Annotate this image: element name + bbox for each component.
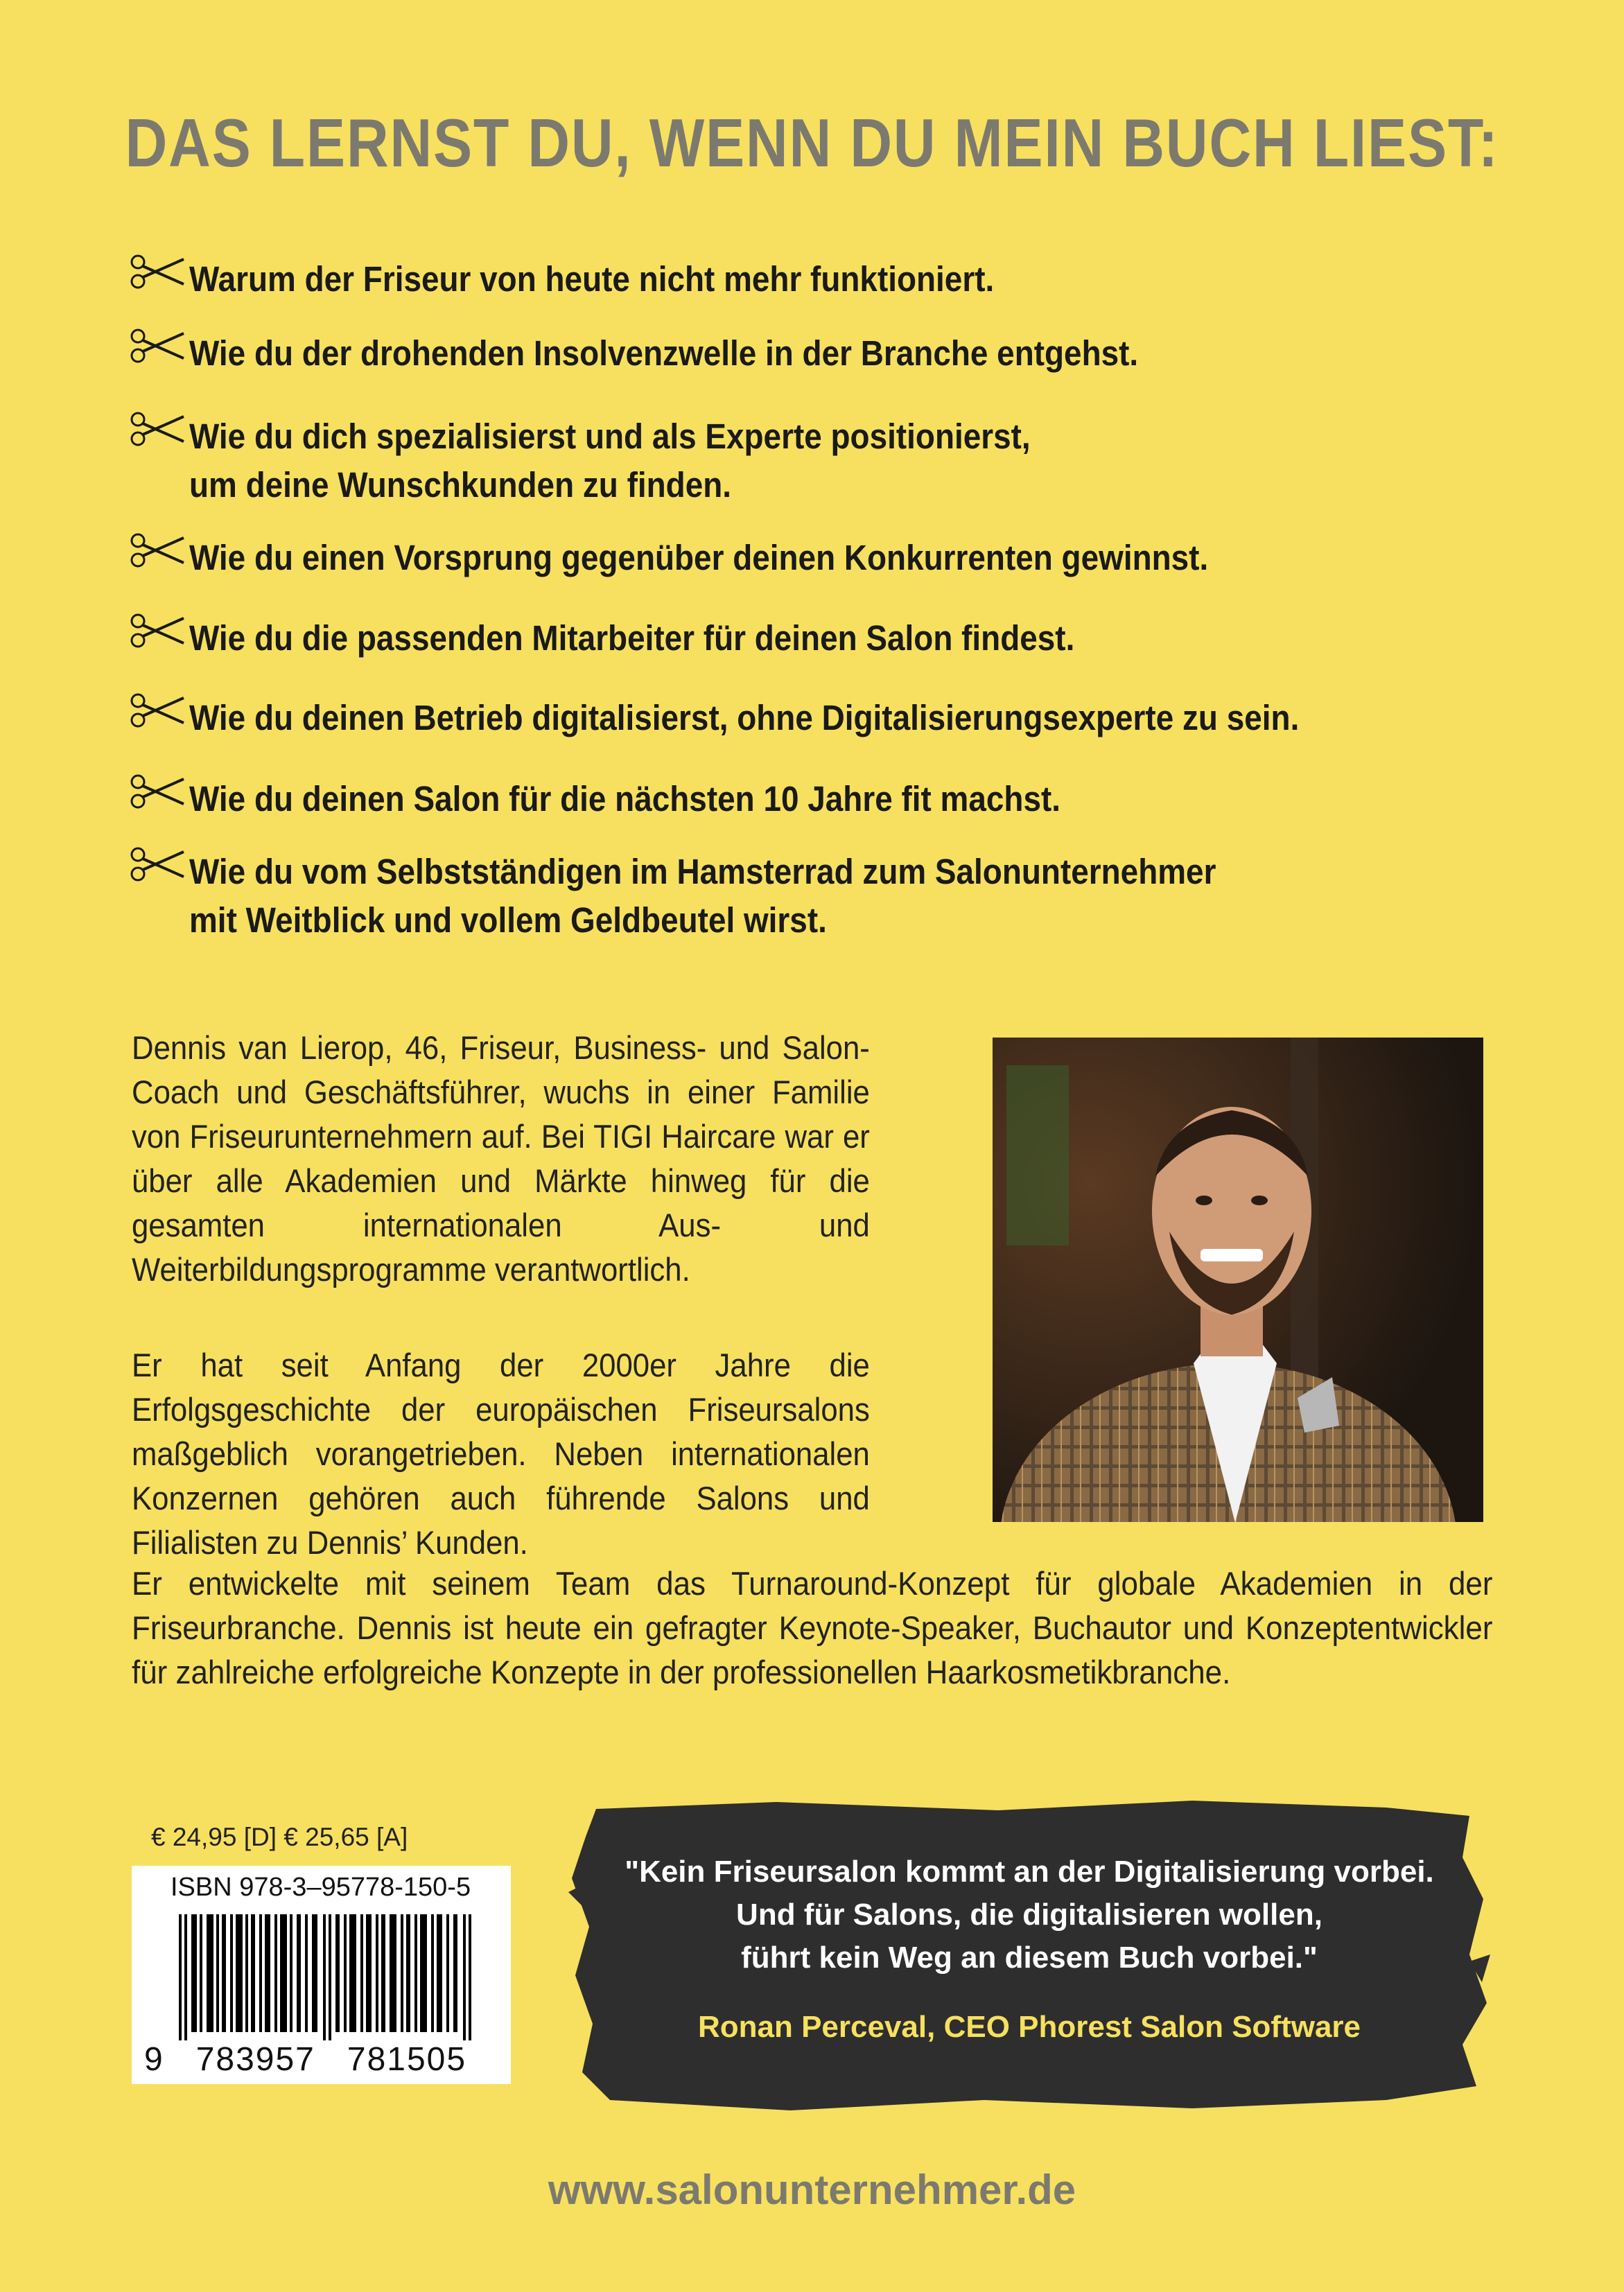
website-link[interactable]: www.salonunternehmer.de bbox=[548, 2167, 1076, 2213]
bullet-item bbox=[128, 775, 1158, 823]
scissors-icon bbox=[128, 610, 189, 651]
bullet-line: Wie du der drohenden Insolvenzwelle in der Branche entgehst. bbox=[189, 333, 1139, 373]
quote-line: führt kein Weg an diesem Buch vorbei." bbox=[741, 1941, 1318, 1975]
bullet-line: Wie du einen Vorsprung gegenüber deinen Konkurrenten gewinnst. bbox=[189, 538, 1209, 577]
scissors-icon bbox=[128, 843, 189, 885]
bullet-item bbox=[128, 255, 1083, 304]
isbn-number: ISBN 978-3–95778-150-5 bbox=[171, 1873, 471, 1902]
scissors-icon bbox=[128, 771, 189, 812]
quote-line: Und für Salons, die digitalisieren wollen, bbox=[736, 1898, 1322, 1932]
testimonial-author: Ronan Perceval, CEO Phorest Salon Software bbox=[697, 2010, 1361, 2044]
scissors-icon bbox=[128, 251, 189, 292]
bullet-item bbox=[128, 848, 1330, 945]
bullet-line: um deine Wunschkunden zu finden. bbox=[189, 465, 732, 505]
bullet-line: Wie du die passenden Mitarbeiter für deinen Salon findest. bbox=[189, 618, 1075, 658]
scissors-icon bbox=[128, 408, 189, 450]
bullet-line: Wie du deinen Betrieb digitalisierst, ohne Digitalisierungsexperte zu sein. bbox=[189, 698, 1300, 737]
scissors-icon bbox=[128, 690, 189, 731]
barcode-digits: 9 783957 781505 bbox=[144, 2041, 467, 2078]
bullet-item bbox=[128, 412, 1124, 509]
testimonial bbox=[568, 1795, 1490, 2114]
bullet-item bbox=[128, 534, 1322, 582]
isbn-barcode bbox=[132, 1866, 511, 2084]
testimonial-quote bbox=[568, 1851, 1490, 1979]
bio-paragraph-3: Er entwickelte mit seinem Team das Turnaround-Konzept für globale Akademien in der Friseurbranche. Dennis ist heute ein gefragter Keynote-Speaker, Buchautor und Konzeptentwickler für zahlreiche erfolgreiche Konzepte in der professionellen Haarkosmetikbranche. bbox=[132, 1565, 1493, 1690]
bullet-item bbox=[128, 614, 1173, 663]
bullet-line: Wie du deinen Salon für die nächsten 10 Jahre fit machst. bbox=[189, 779, 1061, 819]
bullet-line: Wie du vom Selbstständigen im Hamsterrad zum Salonunternehmer bbox=[189, 852, 1216, 891]
quote-line: "Kein Friseursalon kommt an der Digitalisierung vorbei. bbox=[625, 1855, 1434, 1889]
scissors-icon bbox=[128, 530, 189, 571]
bullet-item bbox=[128, 329, 1243, 378]
bullet-item bbox=[128, 694, 1422, 742]
bullet-line: mit Weitblick und vollem Geldbeutel wirst. bbox=[189, 900, 827, 940]
bio-paragraph-2: Er hat seit Anfang der 2000er Jahre die Erfolgsgeschichte der europäischen Friseursalons maßgeblich vorangetrieben. Neben internationalen Konzernen gehören auch führende Salons und Filialisten zu Dennis’ Kunden. bbox=[132, 1347, 870, 1561]
bullet-line: Wie du dich spezialisierst und als Experte positionierst, bbox=[189, 417, 1031, 456]
author-photo bbox=[993, 1038, 1483, 1522]
bullet-line: Warum der Friseur von heute nicht mehr funktioniert. bbox=[189, 259, 995, 299]
barcode-icon bbox=[179, 1914, 484, 2040]
bio-paragraph-1: Dennis van Lierop, 46, Friseur, Business- und Salon-Coach und Geschäftsführer, wuchs in einer Familie von Friseurunternehmern auf. Bei TIGI Haircare war er über alle Akademien und Märkte hinweg für die gesamten internationalen Aus- und Weiterbildungsprogramme verantwortlich. bbox=[132, 1029, 870, 1288]
price-label: € 24,95 [D] € 25,65 [A] bbox=[151, 1823, 408, 1851]
scissors-icon bbox=[128, 325, 189, 367]
headline: DAS LERNST DU, WENN DU MEIN BUCH LIEST: bbox=[125, 105, 1499, 181]
